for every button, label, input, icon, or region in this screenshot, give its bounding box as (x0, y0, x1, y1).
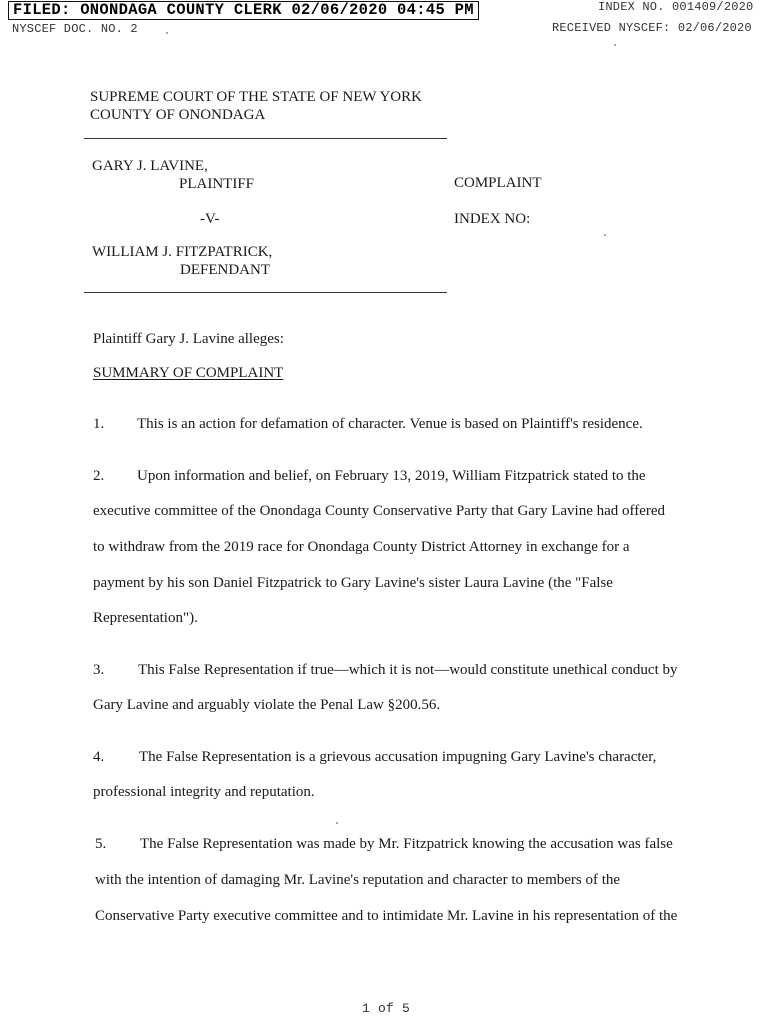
caption-divider-top (84, 138, 447, 139)
page-indicator: 1 of 5 (362, 1001, 411, 1016)
document-type: COMPLAINT (454, 175, 542, 191)
paragraph-line: Upon information and belief, on February 13, 2019, William Fitzpatrick stated to the (137, 468, 646, 484)
section-heading: SUMMARY OF COMPLAINT (93, 365, 284, 381)
received-date: RECEIVED NYSCEF: 02/06/2020 (552, 21, 752, 35)
paragraph-number: 4. (93, 749, 105, 765)
index-number: INDEX NO. 001409/2020 (598, 0, 754, 14)
paragraph-number: 5. (95, 836, 107, 852)
paragraph-line: This is an action for defamation of character. Venue is based on Plaintiff's residence. (137, 416, 643, 432)
paragraph-line: The False Representation was made by Mr. Fitzpatrick knowing the accusation was false (140, 836, 673, 852)
paragraph-line: Representation"). (93, 610, 198, 626)
county-name: COUNTY OF ONONDAGA (90, 107, 266, 123)
plaintiff-role: PLAINTIFF (179, 176, 255, 192)
paragraph-line: professional integrity and reputation. (93, 784, 315, 800)
caption-divider-bottom (84, 292, 447, 293)
plaintiff-name: GARY J. LAVINE, (92, 158, 208, 174)
court-name: SUPREME COURT OF THE STATE OF NEW YORK (90, 89, 422, 105)
paragraph-number: 3. (93, 662, 105, 678)
paragraph-line: with the intention of damaging Mr. Lavine's reputation and character to members of the (95, 872, 621, 888)
scan-speck (336, 822, 338, 824)
defendant-name: WILLIAM J. FITZPATRICK, (92, 244, 273, 260)
scan-speck (614, 44, 616, 46)
paragraph-line: to withdraw from the 2019 race for Onondaga County District Attorney in exchange for a (93, 539, 630, 555)
paragraph-line: Gary Lavine and arguably violate the Penal Law §200.56. (93, 697, 441, 713)
nyscef-doc-number: NYSCEF DOC. NO. 2 (12, 22, 138, 36)
index-no-label: INDEX NO: (454, 211, 531, 227)
paragraph-line: payment by his son Daniel Fitzpatrick to Gary Lavine's sister Laura Lavine (the "False (93, 575, 613, 591)
filed-stamp: FILED: ONONDAGA COUNTY CLERK 02/06/2020 04:45 PM (8, 1, 479, 20)
paragraph-number: 2. (93, 468, 105, 484)
paragraph-line: The False Representation is a grievous accusation impugning Gary Lavine's character, (139, 749, 657, 765)
paragraph-line: This False Representation if true—which it is not—would constitute unethical conduct by (138, 662, 678, 678)
intro-line: Plaintiff Gary J. Lavine alleges: (93, 331, 284, 347)
paragraph-line: executive committee of the Onondaga County Conservative Party that Gary Lavine had offered (93, 503, 666, 519)
scan-speck (604, 234, 606, 236)
paragraph-line: Conservative Party executive committee and to intimidate Mr. Lavine in his representation of the (95, 908, 678, 924)
paragraph-number: 1. (93, 416, 105, 432)
versus-label: -V- (200, 211, 220, 227)
scan-speck (166, 32, 168, 34)
defendant-role: DEFENDANT (180, 262, 270, 278)
